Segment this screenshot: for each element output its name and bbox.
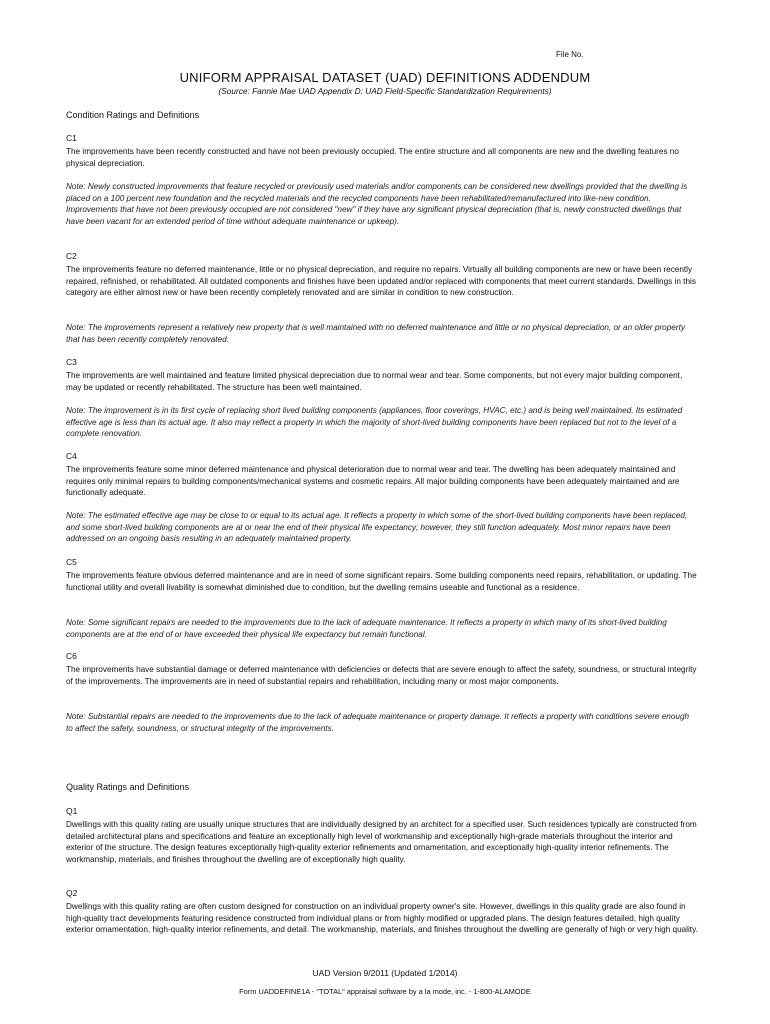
condition-text-c3: The improvements are well maintained and feature limited physical depreciation due to normal wear and tear. Some components, but not every major building component, may be updated or recently rehabilitated. The structure has been well maintained. <box>66 371 683 392</box>
condition-text-c2: The improvements feature no deferred maintenance, little or no physical depreciation, and require no repairs. Virtually all building components are new or have been recently repaired, refinished, or rehabilitated. All outdated components and finishes have been updated and/or replaced with components that meet current standards. Dwellings in this category are either almost new or have been recently completely renovated and are similar in condition to new construction. <box>66 265 696 298</box>
quality-text-q2: Dwellings with this quality rating are often custom designed for construction on an individual property owner's site. However, dwellings in this quality grade are also found in high-quality tract developments featuring residence constructed from individual plans or from highly modified or upgraded plans. The design features detailed, high quality exterior ornamentation, high-quality interior refinements, and detail. The workmanship, materials, and finishes throughout the dwelling are generally of high or very high quality. <box>66 902 698 935</box>
condition-code-c3: C3 <box>66 357 77 367</box>
condition-code-c1: C1 <box>66 133 77 143</box>
condition-code-c5: C5 <box>66 557 77 567</box>
condition-text-c4: The improvements feature some minor deferred maintenance and physical deterioration due to normal wear and tear. The dwelling has been adequately maintained and requires only minimal repairs to building components/mechanical systems and cosmetic repairs. All major building components have been adequately maintained and are functionally adequate. <box>66 465 680 498</box>
condition-note-c1: Note: Newly constructed improvements that feature recycled or previously used materials and/or components can be considered new dwellings provided that the dwelling is placed on a 100 percent new foundation and the recycled materials and the recycled components have been rehabilitated/remanufactured into like-new condition. Improvements that have not been previously occupied are not considered "new" if they have any significant physical depreciation (that is, newly constructed dwellings that have been vacant for an extended period of time without adequate maintenance or upkeep). <box>66 182 688 227</box>
condition-text-c5: The improvements feature obvious deferred maintenance and are in need of some significant repairs. Some building components need repairs, rehabilitation, or updating. The functional utility and overall livability is somewhat diminished due to condition, but the dwelling remains useable and functional as a residence. <box>66 571 697 592</box>
condition-code-c6: C6 <box>66 651 77 661</box>
quality-code-q2: Q2 <box>66 888 78 898</box>
condition-code-c2: C2 <box>66 251 77 261</box>
footer-form-id: Form UADDEFINE1A - "TOTAL" appraisal software by a la mode, inc. - 1-800-ALAMODE <box>239 987 531 996</box>
condition-text-c6: The improvements have substantial damage or deferred maintenance with deficiencies or defects that are severe enough to affect the safety, soundness, or structural integrity of the improvements. The improvements are in need of substantial repairs and rehabilitation, including many or most major components. <box>66 665 697 686</box>
quality-heading: Quality Ratings and Definitions <box>66 782 190 792</box>
file-no-label: File No. <box>556 50 584 59</box>
quality-code-q1: Q1 <box>66 806 78 816</box>
condition-note-c2: Note: The improvements represent a relatively new property that is well maintained with no deferred maintenance and little or no physical depreciation, or an older property that has been recently completely renovated. <box>66 323 685 344</box>
condition-heading: Condition Ratings and Definitions <box>66 110 200 120</box>
footer-version: UAD Version 9/2011 (Updated 1/2014) <box>312 968 458 978</box>
document-subtitle: (Source: Fannie Mae UAD Appendix D: UAD Field-Specific Standardization Requirements) <box>218 86 552 96</box>
condition-note-c5: Note: Some significant repairs are needed to the improvements due to the lack of adequate maintenance. It reflects a property in which many of its short-lived building components are at the end of or have exceeded their physical life expectancy but remain functional. <box>66 618 667 639</box>
condition-note-c6: Note: Substantial repairs are needed to the improvements due to the lack of adequate maintenance or property damage. It reflects a property with conditions severe enough to affect the safety, soundness, or structural integrity of the improvements. <box>66 712 690 733</box>
quality-text-q1: Dwellings with this quality rating are usually unique structures that are individually designed by an architect for a specified user. Such residences typically are constructed from detailed architectural plans and specifications and feature an exceptionally high level of workmanship and exceptionally high-grade materials throughout the interior and exterior of the structure. The design features exceptionally high-quality exterior refinements and ornamentation, and exceptionally high-quality interior refinements. The workmanship, materials, and finishes throughout the dwelling are of exceptionally high quality. <box>66 820 697 865</box>
condition-note-c4: Note: The estimated effective age may be close to or equal to its actual age. It reflects a property in which some of the short-lived building components have been replaced, and some short-lived building components are at or near the end of their physical life expectancy; however, they still function adequately. Most minor repairs have been addressed on an ongoing basis resulting in an adequately maintained property. <box>66 511 688 544</box>
condition-text-c1: The improvements have been recently constructed and have not been previously occupied. The entire structure and all components are new and the dwelling features no physical depreciation. <box>66 147 679 168</box>
condition-note-c3: Note: The improvement is in its first cycle of replacing short lived building components (appliances, floor coverings, HVAC, etc.) and is being well maintained. Its estimated effective age is less than its actual age. It also may reflect a property in which the majority of short-lived building components have been replaced but not to the level of a complete renovation. <box>66 406 683 439</box>
document-title: UNIFORM APPRAISAL DATASET (UAD) DEFINITIONS ADDENDUM <box>179 70 591 85</box>
condition-code-c4: C4 <box>66 451 77 461</box>
